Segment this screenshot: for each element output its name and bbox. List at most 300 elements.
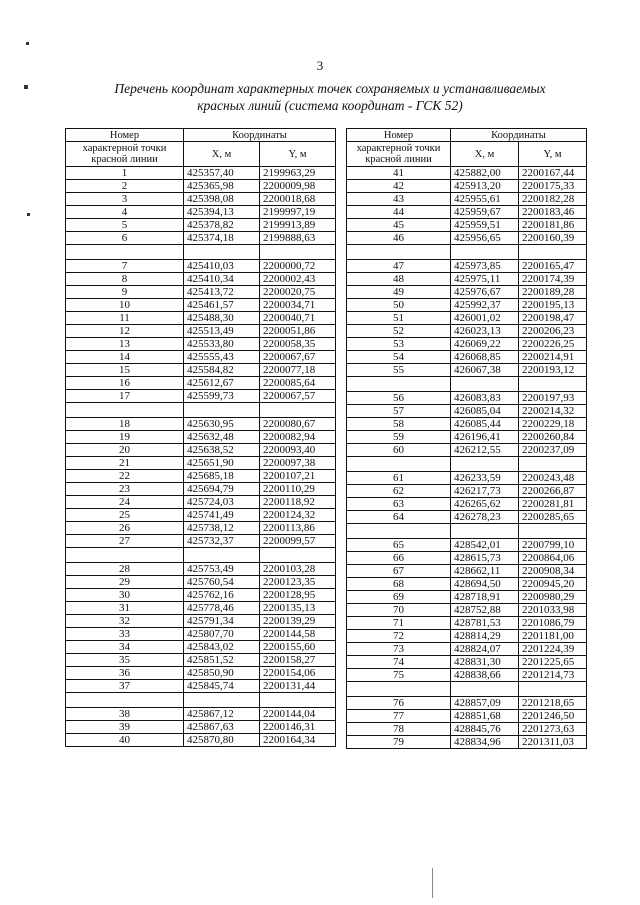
table-row <box>347 656 587 669</box>
table-row <box>347 736 587 749</box>
table-row <box>66 483 336 496</box>
table-row <box>66 167 336 180</box>
point-number-cell: 1 <box>66 167 184 180</box>
point-number-cell: 76 <box>347 697 451 710</box>
table-row <box>347 260 587 273</box>
point-number-cell: 3 <box>66 193 184 206</box>
table-row <box>66 245 336 260</box>
x-coordinate-cell: 426068,85 <box>451 351 519 364</box>
y-coordinate-cell: 2200144,04 <box>260 708 336 721</box>
y-coordinate-cell: 2200158,27 <box>260 654 336 667</box>
y-coordinate-cell: 2199888,63 <box>260 232 336 245</box>
table-row <box>347 338 587 351</box>
point-number-cell: 16 <box>66 377 184 390</box>
header-x: Х, м <box>184 142 260 167</box>
table-row <box>66 418 336 431</box>
y-coordinate-cell: 2201181,00 <box>519 630 587 643</box>
y-coordinate-cell <box>519 457 587 472</box>
table-row <box>66 615 336 628</box>
y-coordinate-cell: 2200118,92 <box>260 496 336 509</box>
x-coordinate-cell <box>184 403 260 418</box>
y-coordinate-cell: 2200146,31 <box>260 721 336 734</box>
table-row <box>66 273 336 286</box>
x-coordinate-cell: 425867,63 <box>184 721 260 734</box>
point-number-cell: 13 <box>66 338 184 351</box>
table-row <box>347 643 587 656</box>
point-number-cell: 21 <box>66 457 184 470</box>
x-coordinate-cell: 428834,96 <box>451 736 519 749</box>
x-coordinate-cell: 425365,98 <box>184 180 260 193</box>
point-number-cell: 72 <box>347 630 451 643</box>
x-coordinate-cell: 425959,67 <box>451 206 519 219</box>
point-number-cell <box>66 403 184 418</box>
header-coordinates: Координаты <box>184 129 336 142</box>
y-coordinate-cell: 2199963,29 <box>260 167 336 180</box>
table-row <box>66 667 336 680</box>
y-coordinate-cell: 2200110,29 <box>260 483 336 496</box>
page-title <box>60 80 600 114</box>
y-coordinate-cell: 2200009,98 <box>260 180 336 193</box>
point-number-cell: 34 <box>66 641 184 654</box>
x-coordinate-cell: 425845,74 <box>184 680 260 693</box>
table-row <box>66 641 336 654</box>
table-row <box>347 232 587 245</box>
page-number: 3 <box>316 58 324 73</box>
x-coordinate-cell: 426067,38 <box>451 364 519 377</box>
point-number-cell <box>66 245 184 260</box>
x-coordinate-cell <box>451 245 519 260</box>
x-coordinate-cell: 425599,73 <box>184 390 260 403</box>
y-coordinate-cell: 2200214,91 <box>519 351 587 364</box>
x-coordinate-cell: 425778,46 <box>184 602 260 615</box>
y-coordinate-cell: 2200144,58 <box>260 628 336 641</box>
table-row <box>347 206 587 219</box>
y-coordinate-cell: 2200980,29 <box>519 591 587 604</box>
header-number-sub: характерной точки красной линии <box>66 142 184 167</box>
x-coordinate-cell: 426069,22 <box>451 338 519 351</box>
point-number-cell: 42 <box>347 180 451 193</box>
x-coordinate-cell: 426085,44 <box>451 418 519 431</box>
table-row <box>66 377 336 390</box>
x-coordinate-cell <box>451 457 519 472</box>
y-coordinate-cell: 2200165,47 <box>519 260 587 273</box>
y-coordinate-cell: 2200206,23 <box>519 325 587 338</box>
point-number-cell: 59 <box>347 431 451 444</box>
y-coordinate-cell: 2200058,35 <box>260 338 336 351</box>
x-coordinate-cell: 425851,52 <box>184 654 260 667</box>
coordinates-table-left <box>65 128 336 747</box>
table-row <box>66 693 336 708</box>
point-number-cell: 27 <box>66 535 184 548</box>
y-coordinate-cell: 2200080,67 <box>260 418 336 431</box>
point-number-cell: 14 <box>66 351 184 364</box>
point-number-cell: 62 <box>347 485 451 498</box>
y-coordinate-cell <box>260 693 336 708</box>
point-number-cell: 36 <box>66 667 184 680</box>
y-coordinate-cell: 2200154,06 <box>260 667 336 680</box>
table-row <box>347 273 587 286</box>
x-coordinate-cell: 426085,04 <box>451 405 519 418</box>
x-coordinate-cell: 425374,18 <box>184 232 260 245</box>
table-row <box>66 286 336 299</box>
x-coordinate-cell: 425732,37 <box>184 535 260 548</box>
table-row <box>347 364 587 377</box>
y-coordinate-cell: 2200097,38 <box>260 457 336 470</box>
y-coordinate-cell: 2200181,86 <box>519 219 587 232</box>
y-coordinate-cell <box>260 245 336 260</box>
point-number-cell: 9 <box>66 286 184 299</box>
table-row <box>66 721 336 734</box>
table-row <box>347 578 587 591</box>
y-coordinate-cell: 2200139,29 <box>260 615 336 628</box>
right-table-body <box>347 167 587 749</box>
x-coordinate-cell: 428845,76 <box>451 723 519 736</box>
scan-speck <box>27 213 30 216</box>
table-row <box>347 723 587 736</box>
x-coordinate-cell: 428718,91 <box>451 591 519 604</box>
y-coordinate-cell: 2200197,93 <box>519 392 587 405</box>
point-number-cell: 37 <box>66 680 184 693</box>
title-line-1: Перечень координат характерных точек сохраняемых и устанавливаемых <box>114 81 546 96</box>
point-number-cell: 50 <box>347 299 451 312</box>
x-coordinate-cell: 425992,37 <box>451 299 519 312</box>
point-number-cell: 12 <box>66 325 184 338</box>
point-number-cell: 24 <box>66 496 184 509</box>
point-number-cell: 15 <box>66 364 184 377</box>
x-coordinate-cell: 425724,03 <box>184 496 260 509</box>
point-number-cell: 11 <box>66 312 184 325</box>
table-row <box>66 364 336 377</box>
point-number-cell: 20 <box>66 444 184 457</box>
point-number-cell: 4 <box>66 206 184 219</box>
table-row <box>66 654 336 667</box>
point-number-cell <box>66 548 184 563</box>
y-coordinate-cell <box>260 548 336 563</box>
table-row <box>347 604 587 617</box>
point-number-cell: 69 <box>347 591 451 604</box>
point-number-cell: 49 <box>347 286 451 299</box>
x-coordinate-cell: 428694,50 <box>451 578 519 591</box>
y-coordinate-cell: 2201218,65 <box>519 697 587 710</box>
y-coordinate-cell: 2201273,63 <box>519 723 587 736</box>
header-y: Y, м <box>260 142 336 167</box>
table-row <box>66 390 336 403</box>
x-coordinate-cell: 425867,12 <box>184 708 260 721</box>
x-coordinate-cell: 428857,09 <box>451 697 519 710</box>
y-coordinate-cell <box>519 682 587 697</box>
table-row <box>347 418 587 431</box>
y-coordinate-cell: 2200281,81 <box>519 498 587 511</box>
point-number-cell: 18 <box>66 418 184 431</box>
point-number-cell <box>347 245 451 260</box>
y-coordinate-cell: 2201086,79 <box>519 617 587 630</box>
y-coordinate-cell: 2200198,47 <box>519 312 587 325</box>
y-coordinate-cell: 2200195,13 <box>519 299 587 312</box>
y-coordinate-cell: 2200099,57 <box>260 535 336 548</box>
table-row <box>347 511 587 524</box>
point-number-cell: 73 <box>347 643 451 656</box>
table-row <box>66 312 336 325</box>
point-number-cell: 35 <box>66 654 184 667</box>
x-coordinate-cell: 425413,72 <box>184 286 260 299</box>
x-coordinate-cell: 426023,13 <box>451 325 519 338</box>
table-row <box>347 669 587 682</box>
table-row <box>347 299 587 312</box>
x-coordinate-cell: 425694,79 <box>184 483 260 496</box>
table-row <box>66 431 336 444</box>
table-row <box>66 338 336 351</box>
x-coordinate-cell <box>451 524 519 539</box>
y-coordinate-cell: 2200864,06 <box>519 552 587 565</box>
x-coordinate-cell: 425959,51 <box>451 219 519 232</box>
table-row <box>66 576 336 589</box>
y-coordinate-cell: 2200107,21 <box>260 470 336 483</box>
y-coordinate-cell: 2200034,71 <box>260 299 336 312</box>
point-number-cell: 17 <box>66 390 184 403</box>
y-coordinate-cell: 2200214,32 <box>519 405 587 418</box>
point-number-cell: 53 <box>347 338 451 351</box>
y-coordinate-cell: 2200799,10 <box>519 539 587 552</box>
x-coordinate-cell: 428615,73 <box>451 552 519 565</box>
x-coordinate-cell: 425410,03 <box>184 260 260 273</box>
point-number-cell: 32 <box>66 615 184 628</box>
table-row <box>66 563 336 576</box>
x-coordinate-cell: 428752,88 <box>451 604 519 617</box>
x-coordinate-cell: 426083,83 <box>451 392 519 405</box>
y-coordinate-cell: 2200040,71 <box>260 312 336 325</box>
point-number-cell: 10 <box>66 299 184 312</box>
x-coordinate-cell: 425738,12 <box>184 522 260 535</box>
point-number-cell: 54 <box>347 351 451 364</box>
table-row <box>347 591 587 604</box>
y-coordinate-cell <box>519 245 587 260</box>
y-coordinate-cell: 2200174,39 <box>519 273 587 286</box>
table-row <box>347 405 587 418</box>
table-row <box>66 708 336 721</box>
y-coordinate-cell: 2200067,57 <box>260 390 336 403</box>
x-coordinate-cell: 428824,07 <box>451 643 519 656</box>
point-number-cell: 22 <box>66 470 184 483</box>
table-row <box>66 180 336 193</box>
x-coordinate-cell: 425651,90 <box>184 457 260 470</box>
y-coordinate-cell: 2200085,64 <box>260 377 336 390</box>
table-row <box>66 260 336 273</box>
y-coordinate-cell: 2200164,34 <box>260 734 336 747</box>
y-coordinate-cell: 2201224,39 <box>519 643 587 656</box>
x-coordinate-cell <box>184 245 260 260</box>
x-coordinate-cell: 425632,48 <box>184 431 260 444</box>
x-coordinate-cell: 428542,01 <box>451 539 519 552</box>
x-coordinate-cell: 428662,11 <box>451 565 519 578</box>
point-number-cell: 33 <box>66 628 184 641</box>
point-number-cell: 75 <box>347 669 451 682</box>
table-row <box>347 617 587 630</box>
table-row <box>347 180 587 193</box>
scan-speck <box>24 85 28 89</box>
x-coordinate-cell <box>451 377 519 392</box>
table-row <box>66 680 336 693</box>
y-coordinate-cell: 2199997,19 <box>260 206 336 219</box>
point-number-cell <box>347 682 451 697</box>
table-row <box>347 245 587 260</box>
table-row <box>347 552 587 565</box>
x-coordinate-cell: 425378,82 <box>184 219 260 232</box>
point-number-cell: 46 <box>347 232 451 245</box>
x-coordinate-cell: 425398,08 <box>184 193 260 206</box>
point-number-cell <box>66 693 184 708</box>
point-number-cell: 28 <box>66 563 184 576</box>
x-coordinate-cell: 425913,20 <box>451 180 519 193</box>
x-coordinate-cell: 425760,54 <box>184 576 260 589</box>
x-coordinate-cell: 426278,23 <box>451 511 519 524</box>
x-coordinate-cell: 425638,52 <box>184 444 260 457</box>
table-row <box>66 325 336 338</box>
x-coordinate-cell: 426233,59 <box>451 472 519 485</box>
table-row <box>347 286 587 299</box>
x-coordinate-cell: 425630,95 <box>184 418 260 431</box>
point-number-cell: 64 <box>347 511 451 524</box>
point-number-cell: 38 <box>66 708 184 721</box>
y-coordinate-cell: 2200229,18 <box>519 418 587 431</box>
table-row <box>347 219 587 232</box>
x-coordinate-cell: 428781,53 <box>451 617 519 630</box>
y-coordinate-cell: 2199913,89 <box>260 219 336 232</box>
x-coordinate-cell: 425488,30 <box>184 312 260 325</box>
table-row <box>66 232 336 245</box>
point-number-cell: 45 <box>347 219 451 232</box>
x-coordinate-cell: 425976,67 <box>451 286 519 299</box>
point-number-cell: 29 <box>66 576 184 589</box>
table-row <box>66 219 336 232</box>
y-coordinate-cell <box>519 377 587 392</box>
y-coordinate-cell: 2200182,28 <box>519 193 587 206</box>
y-coordinate-cell: 2200193,12 <box>519 364 587 377</box>
x-coordinate-cell: 426217,73 <box>451 485 519 498</box>
point-number-cell: 67 <box>347 565 451 578</box>
y-coordinate-cell: 2200285,65 <box>519 511 587 524</box>
x-coordinate-cell: 425357,40 <box>184 167 260 180</box>
point-number-cell: 74 <box>347 656 451 669</box>
y-coordinate-cell <box>519 524 587 539</box>
table-row <box>66 589 336 602</box>
point-number-cell: 63 <box>347 498 451 511</box>
point-number-cell: 78 <box>347 723 451 736</box>
table-row <box>66 602 336 615</box>
point-number-cell: 39 <box>66 721 184 734</box>
y-coordinate-cell: 2200018,68 <box>260 193 336 206</box>
point-number-cell: 51 <box>347 312 451 325</box>
header-number: Номер <box>347 129 451 142</box>
x-coordinate-cell: 425394,13 <box>184 206 260 219</box>
y-coordinate-cell: 2200226,25 <box>519 338 587 351</box>
table-row <box>347 524 587 539</box>
x-coordinate-cell: 425975,11 <box>451 273 519 286</box>
y-coordinate-cell: 2200128,95 <box>260 589 336 602</box>
table-row <box>66 535 336 548</box>
point-number-cell: 77 <box>347 710 451 723</box>
y-coordinate-cell: 2200183,46 <box>519 206 587 219</box>
table-row <box>66 444 336 457</box>
y-coordinate-cell: 2200123,35 <box>260 576 336 589</box>
table-row <box>66 548 336 563</box>
header-x: Х, м <box>451 142 519 167</box>
y-coordinate-cell: 2201033,98 <box>519 604 587 617</box>
table-row <box>66 628 336 641</box>
y-coordinate-cell: 2200167,44 <box>519 167 587 180</box>
point-number-cell <box>347 457 451 472</box>
table-row <box>347 457 587 472</box>
point-number-cell: 65 <box>347 539 451 552</box>
y-coordinate-cell: 2200000,72 <box>260 260 336 273</box>
x-coordinate-cell: 425753,49 <box>184 563 260 576</box>
point-number-cell: 26 <box>66 522 184 535</box>
x-coordinate-cell <box>451 682 519 697</box>
point-number-cell: 5 <box>66 219 184 232</box>
y-coordinate-cell: 2200175,33 <box>519 180 587 193</box>
y-coordinate-cell: 2201214,73 <box>519 669 587 682</box>
point-number-cell: 68 <box>347 578 451 591</box>
x-coordinate-cell <box>184 693 260 708</box>
y-coordinate-cell: 2200124,32 <box>260 509 336 522</box>
x-coordinate-cell: 425973,85 <box>451 260 519 273</box>
x-coordinate-cell: 425882,00 <box>451 167 519 180</box>
y-coordinate-cell: 2200135,13 <box>260 602 336 615</box>
table-row <box>347 565 587 578</box>
point-number-cell: 43 <box>347 193 451 206</box>
y-coordinate-cell: 2200082,94 <box>260 431 336 444</box>
x-coordinate-cell: 425612,67 <box>184 377 260 390</box>
point-number-cell: 23 <box>66 483 184 496</box>
table-row <box>347 312 587 325</box>
y-coordinate-cell: 2200093,40 <box>260 444 336 457</box>
table-row <box>66 457 336 470</box>
point-number-cell: 40 <box>66 734 184 747</box>
x-coordinate-cell: 425762,16 <box>184 589 260 602</box>
y-coordinate-cell: 2200237,09 <box>519 444 587 457</box>
point-number-cell: 56 <box>347 392 451 405</box>
point-number-cell: 6 <box>66 232 184 245</box>
table-row <box>66 734 336 747</box>
y-coordinate-cell: 2200160,39 <box>519 232 587 245</box>
point-number-cell: 79 <box>347 736 451 749</box>
y-coordinate-cell: 2201246,50 <box>519 710 587 723</box>
table-row <box>66 351 336 364</box>
point-number-cell: 44 <box>347 206 451 219</box>
point-number-cell <box>347 377 451 392</box>
y-coordinate-cell: 2200266,87 <box>519 485 587 498</box>
point-number-cell: 52 <box>347 325 451 338</box>
x-coordinate-cell: 425555,43 <box>184 351 260 364</box>
x-coordinate-cell: 425807,70 <box>184 628 260 641</box>
table-row <box>347 431 587 444</box>
x-coordinate-cell: 428831,30 <box>451 656 519 669</box>
x-coordinate-cell: 425741,49 <box>184 509 260 522</box>
table-row <box>347 472 587 485</box>
point-number-cell: 48 <box>347 273 451 286</box>
point-number-cell: 2 <box>66 180 184 193</box>
table-row <box>347 444 587 457</box>
x-coordinate-cell: 425956,65 <box>451 232 519 245</box>
y-coordinate-cell: 2200051,86 <box>260 325 336 338</box>
table-row <box>66 299 336 312</box>
x-coordinate-cell <box>184 548 260 563</box>
left-table-body <box>66 167 336 747</box>
table-row <box>347 498 587 511</box>
table-row <box>66 522 336 535</box>
header-coordinates: Координаты <box>451 129 587 142</box>
point-number-cell: 66 <box>347 552 451 565</box>
point-number-cell: 19 <box>66 431 184 444</box>
